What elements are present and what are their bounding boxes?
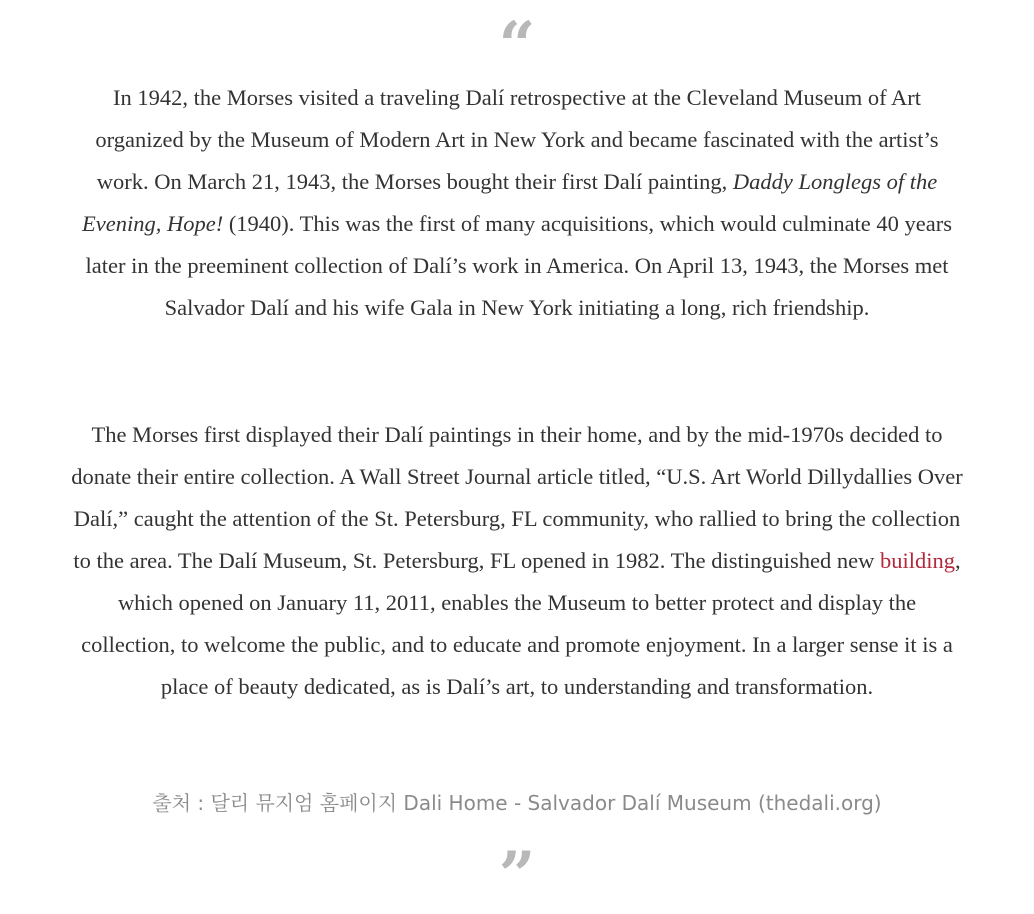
quote-paragraph-1 xyxy=(70,77,964,329)
quote-paragraph-2 xyxy=(70,414,964,708)
source-citation: 출처 : 달리 뮤지엄 홈페이지 Dali Home - Salvador Dalí Museum (thedali.org) xyxy=(152,791,882,815)
painting-title: Daddy Longlegs of the Evening, Hope! xyxy=(81,169,938,236)
close-quote-icon: ” xyxy=(498,844,536,890)
paragraph-1-text-a: In 1942, the Morses visited a traveling Dalí retrospective at the Cleveland Museum of Art organized by the Museum of Modern Art in New York and became fascinated with the artist’s work. On March 21, 1943, the Morses bought their first Dalí painting, xyxy=(95,85,939,194)
building-link[interactable]: building xyxy=(879,548,955,573)
paragraph-2-text-b: , which opened on January 11, 2011, enables the Museum to better protect and display the collection, to welcome the public, and to educate and promote enjoyment. In a larger sense it is a place of beauty dedicated, as is Dalí’s art, to understanding and transformation. xyxy=(81,548,961,699)
paragraph-1-text-b: (1940). This was the first of many acquisitions, which would culminate 40 years later in the preeminent collection of Dalí’s work in America. On April 13, 1943, the Morses met Salvador Dalí and his wife Gala in New York initiating a long, rich friendship. xyxy=(85,211,953,320)
open-quote-icon: “ xyxy=(498,14,536,60)
paragraph-2-text-a: The Morses first displayed their Dalí paintings in their home, and by the mid-1970s decided to donate their entire collection. A Wall Street Journal article titled, “U.S. Art World Dillydallies Over Dalí,” caught the attention of the St. Petersburg, FL community, who rallied to bring the collection to the area. The Dalí Museum, St. Petersburg, FL opened in 1982. The distinguished new xyxy=(71,422,963,573)
